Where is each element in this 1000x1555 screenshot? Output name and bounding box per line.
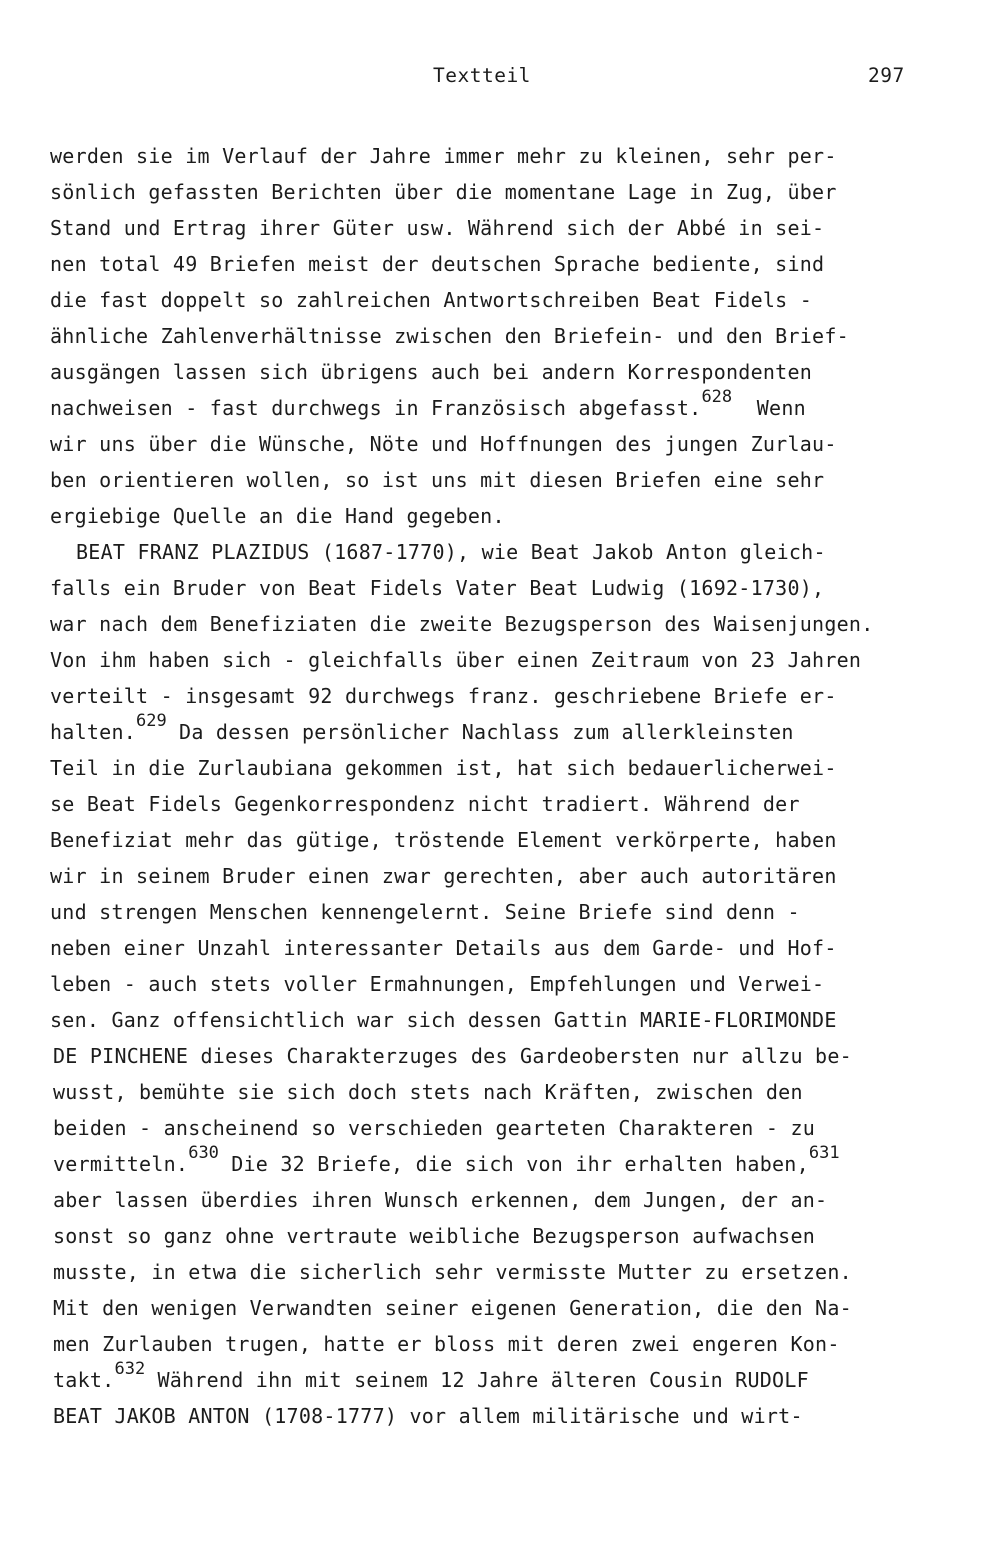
text-line [50, 930, 970, 966]
line-text: takt. [53, 1368, 115, 1392]
text-line [50, 354, 970, 390]
line-text: leben - auch stets voller Ermahnungen, Empfehlungen und Verwei- [50, 972, 825, 996]
text-line [50, 387, 970, 426]
footnote-reference: 632 [114, 1359, 146, 1379]
line-text: war nach dem Benefiziaten die zweite Bezugsperson des Waisenjungen. [50, 612, 874, 636]
text-line [50, 1398, 970, 1434]
line-text: men Zurlauben trugen, hatte er bloss mit deren zwei engeren Kon- [53, 1332, 840, 1356]
text-line [50, 1074, 970, 1110]
text-line [50, 606, 970, 642]
page-number: 297 [868, 64, 905, 87]
text-line [50, 1143, 970, 1182]
line-text: ausgängen lassen sich übrigens auch bei andern Korrespondenten [50, 360, 813, 384]
text-line [50, 642, 970, 678]
line-text: Stand und Ertrag ihrer Güter usw. Während sich der Abbé in sei- [50, 216, 825, 240]
text-line [50, 426, 970, 462]
line-text: Wenn [732, 396, 806, 420]
line-text: nachweisen - fast durchwegs in Französisch abgefasst. [50, 396, 702, 420]
text-line [50, 534, 970, 570]
line-text: verteilt - insgesamt 92 durchwegs franz. geschriebene Briefe er- [50, 684, 837, 708]
body-text [50, 138, 970, 1434]
running-head: Textteil [433, 64, 531, 87]
text-line [50, 678, 970, 714]
line-text: falls ein Bruder von Beat Fidels Vater Beat Ludwig (1692-1730), [50, 576, 825, 600]
line-text: Von ihm haben sich - gleichfalls über einen Zeitraum von 23 Jahren [50, 648, 862, 672]
line-text: beiden - anscheinend so verschieden gearteten Charakteren - zu [53, 1116, 816, 1140]
line-text: se Beat Fidels Gegenkorrespondenz nicht tradiert. Während der [50, 792, 800, 816]
line-text: neben einer Unzahl interessanter Details aus dem Garde- und Hof- [50, 936, 837, 960]
line-text: sonst so ganz ohne vertraute weibliche Bezugsperson aufwachsen [53, 1224, 816, 1248]
line-text: werden sie im Verlauf der Jahre immer mehr zu kleinen, sehr per- [50, 144, 837, 168]
text-line [50, 282, 970, 318]
line-text: sen. Ganz offensichtlich war sich dessen Gattin MARIE-FLORIMONDE [50, 1008, 837, 1032]
text-line [50, 1290, 970, 1326]
line-text: Benefiziat mehr das gütige, tröstende Element verkörperte, haben [50, 828, 837, 852]
line-text: wir uns über die Wünsche, Nöte und Hoffnungen des jungen Zurlau- [50, 432, 837, 456]
line-text: und strengen Menschen kennengelernt. Seine Briefe sind denn - [50, 900, 800, 924]
text-line [50, 210, 970, 246]
text-line [50, 858, 970, 894]
text-line [50, 1182, 970, 1218]
text-line [50, 1110, 970, 1146]
line-text: sönlich gefassten Berichten über die momentane Lage in Zug, über [50, 180, 837, 204]
line-text: Die 32 Briefe, die sich von ihr erhalten haben, [218, 1152, 809, 1176]
text-line [50, 498, 970, 534]
line-text: vermitteln. [53, 1152, 189, 1176]
footnote-reference: 629 [136, 711, 167, 731]
text-line [50, 1326, 970, 1362]
text-line [50, 318, 970, 354]
text-line [50, 174, 970, 210]
text-line [50, 1359, 970, 1398]
line-text: ergiebige Quelle an die Hand gegeben. [50, 504, 505, 528]
text-line [50, 1002, 970, 1038]
text-line [50, 711, 970, 750]
text-line [50, 1254, 970, 1290]
line-text: halten. [50, 720, 137, 744]
line-text: Teil in die Zurlaubiana gekommen ist, hat sich bedauerlicherwei- [50, 756, 837, 780]
footnote-reference: 628 [701, 387, 733, 407]
line-text: ähnliche Zahlenverhältnisse zwischen den Briefein- und den Brief- [50, 324, 849, 348]
text-line [50, 1218, 970, 1254]
text-line [50, 462, 970, 498]
text-line [50, 1038, 970, 1074]
line-text: Mit den wenigen Verwandten seiner eigenen Generation, die den Na- [53, 1296, 852, 1320]
text-line [50, 246, 970, 282]
line-text: wusst, bemühte sie sich doch stets nach Kräften, zwischen den [53, 1080, 803, 1104]
line-text: aber lassen überdies ihren Wunsch erkennen, dem Jungen, der an- [53, 1188, 828, 1212]
line-text: DE PINCHENE dieses Charakterzuges des Gardeobersten nur allzu be- [53, 1044, 852, 1068]
text-line [50, 570, 970, 606]
line-text: die fast doppelt so zahlreichen Antwortschreiben Beat Fidels - [50, 288, 813, 312]
line-text: nen total 49 Briefen meist der deutschen Sprache bediente, sind [50, 252, 825, 276]
text-line [50, 750, 970, 786]
page-header [0, 64, 1000, 94]
text-line [50, 894, 970, 930]
line-text: wir in seinem Bruder einen zwar gerechten, aber auch autoritären [50, 864, 837, 888]
footnote-reference: 631 [808, 1143, 840, 1163]
line-text: ben orientieren wollen, so ist uns mit diesen Briefen eine sehr [50, 468, 825, 492]
text-line [50, 822, 970, 858]
text-line [50, 966, 970, 1002]
line-text: Während ihn mit seinem 12 Jahre älteren Cousin RUDOLF [145, 1368, 809, 1392]
text-line [50, 786, 970, 822]
footnote-reference: 630 [188, 1143, 219, 1163]
line-text: musste, in etwa die sicherlich sehr vermisste Mutter zu ersetzen. [53, 1260, 852, 1284]
text-line [50, 138, 970, 174]
line-text: Da dessen persönlicher Nachlass zum allerkleinsten [166, 720, 794, 744]
line-text: BEAT JAKOB ANTON (1708-1777) vor allem militärische und wirt- [53, 1404, 803, 1428]
line-text: BEAT FRANZ PLAZIDUS (1687-1770), wie Beat Jakob Anton gleich- [76, 540, 826, 564]
